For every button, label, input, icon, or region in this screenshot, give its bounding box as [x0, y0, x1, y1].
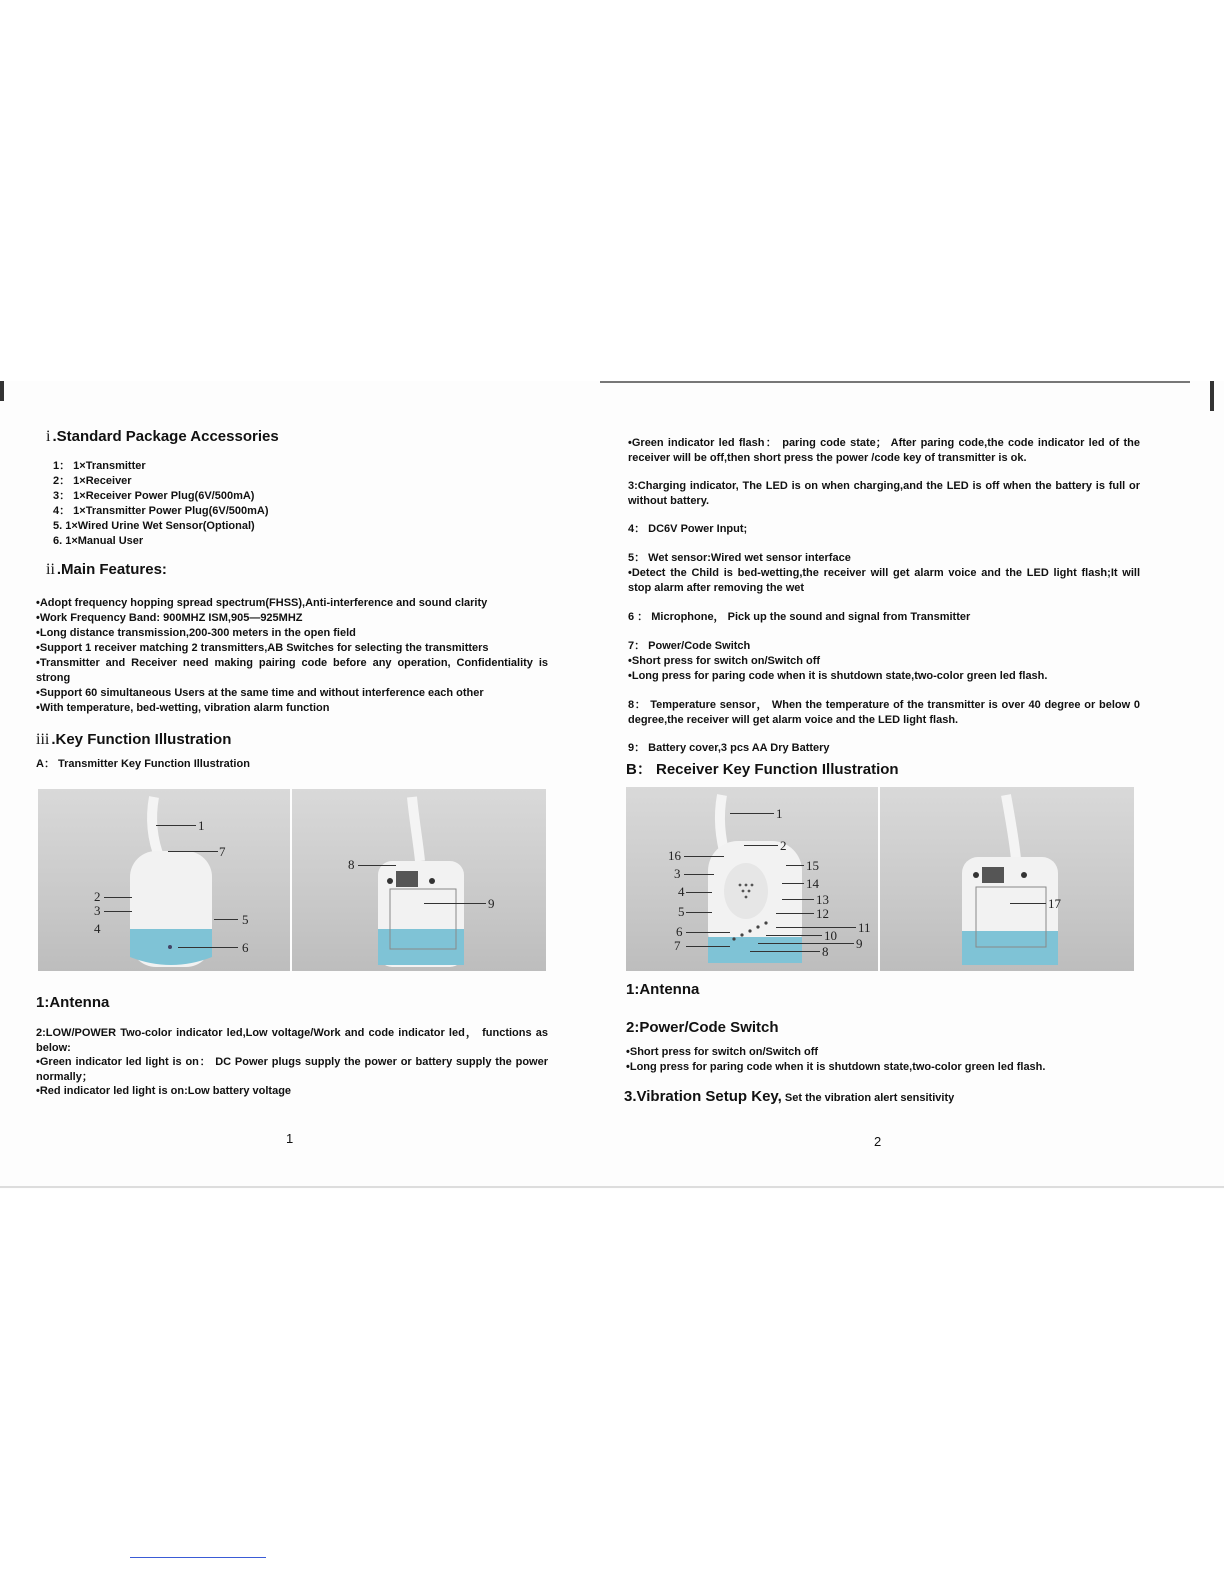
wet-sensor-title: 5： Wet sensor:Wired wet sensor interface [628, 552, 851, 564]
list-item: 5. 1×Wired Urine Wet Sensor(Optional) [53, 520, 255, 532]
receiver-back-illustration [880, 787, 1134, 971]
list-item: 2： 1×Receiver [53, 475, 132, 487]
callout-label: 5 [678, 904, 685, 919]
low-power-paragraph: 2:LOW/POWER Two-color indicator led,Low voltage/Work and code indicator led， functions as below: [36, 1027, 548, 1054]
callout-label: 8 [348, 857, 355, 872]
section-key-function-heading: iii .Key Function Illustration [36, 731, 232, 748]
callout-label: 16 [668, 848, 681, 863]
callout-label: 2 [780, 838, 787, 853]
transmitter-front-illustration [38, 789, 290, 971]
antenna-heading: 1:Antenna [36, 994, 110, 1011]
power-short-paragraph: •Short press for switch on/Switch off [626, 1046, 819, 1058]
red-on-paragraph: •Red indicator led light is on:Low battery voltage [36, 1085, 292, 1097]
callout-label: 6 [242, 940, 249, 955]
page-number: 2 [874, 1134, 882, 1149]
green-on-paragraph: •Green indicator led light is on： DC Power plugs supply the power or battery supply the power normally； [36, 1056, 548, 1083]
scan-edge-right [1210, 381, 1214, 411]
callout-label: 7 [674, 938, 681, 953]
vibration-desc: Set the vibration alert sensitivity [784, 1092, 955, 1104]
callout-label: 1 [776, 806, 783, 821]
callout-label: 9 [856, 936, 863, 951]
features-list [36, 596, 548, 716]
callout-label: 3 [674, 866, 681, 881]
receiver-front-photo [626, 787, 878, 971]
section-main-features-heading: ii .Main Features: [46, 561, 167, 578]
dc-input-paragraph: 4： DC6V Power Input; [628, 523, 748, 535]
green-flash-paragraph: •Green indicator led flash： paring code state； After paring code,the code indicator led of the receiver will be off,then short press the power /code key of transmitter is ok. [628, 437, 1140, 464]
list-item: •Transmitter and Receiver need making pairing code before any operation, Confidentiality is strong [36, 657, 548, 684]
callout-label: 4 [94, 921, 101, 936]
list-item: •With temperature, bed-wetting, vibration alarm function [36, 702, 330, 714]
transmitter-front-photo [38, 789, 290, 971]
callout-label: 1 [198, 818, 205, 833]
list-item: 4： 1×Transmitter Power Plug(6V/500mA) [53, 505, 269, 517]
list-item: 1： 1×Transmitter [53, 460, 146, 472]
power-long-paragraph: •Long press for paring code when it is shutdown state,two-color green led flash. [626, 1061, 1046, 1073]
battery-paragraph: 9： Battery cover,3 pcs AA Dry Battery [628, 742, 830, 754]
power-code-short: •Short press for switch on/Switch off [628, 655, 821, 667]
transmitter-back-illustration [292, 789, 546, 971]
microphone-paragraph: 6 ： Microphone， Pick up the sound and signal from Transmitter [628, 611, 971, 623]
list-item: 3： 1×Receiver Power Plug(6V/500mA) [53, 490, 255, 502]
page-number: 1 [286, 1131, 294, 1146]
callout-label: 8 [822, 944, 829, 959]
vibration-heading [624, 1089, 954, 1106]
wet-sensor-paragraph: •Detect the Child is bed-wetting,the receiver will get alarm voice and the LED light flash;It will stop alarm after removing the wet [628, 567, 1140, 594]
callout-label: 15 [806, 858, 819, 873]
receiver-back-photo [880, 787, 1134, 971]
callout-label: 2 [94, 889, 101, 904]
power-code-heading: 2:Power/Code Switch [626, 1019, 779, 1036]
callout-label: 10 [824, 928, 837, 943]
section-standard-package-heading: i .Standard Package Accessories [46, 428, 279, 445]
callout-label: 9 [488, 896, 495, 911]
package-list [53, 459, 269, 549]
callout-label: 13 [816, 892, 829, 907]
list-item: •Adopt frequency hopping spread spectrum(FHSS),Anti-interference and sound clarity [36, 597, 488, 609]
manual-page-1 [36, 381, 556, 1189]
callout-label: 5 [242, 912, 249, 927]
power-code-switch-title: 7： Power/Code Switch [628, 640, 751, 652]
callout-label: 3 [94, 903, 101, 918]
callout-label: 17 [1048, 896, 1061, 911]
receiver-section-heading: B： Receiver Key Function Illustration [626, 761, 899, 778]
power-code-long: •Long press for paring code when it is shutdown state,two-color green led flash. [628, 670, 1048, 682]
list-item: •Support 60 simultaneous Users at the same time and without interference each other [36, 687, 484, 699]
charging-paragraph: 3:Charging indicator, The LED is on when charging,and the LED is off when the battery is full or without battery. [628, 480, 1140, 507]
list-item: •Work Frequency Band: 900MHZ ISM,905—925MHZ [36, 612, 303, 624]
callout-label: 4 [678, 884, 685, 899]
list-item: •Long distance transmission,200-300 meters in the open field [36, 627, 356, 639]
vibration-title: 3.Vibration Setup Key, [624, 1088, 782, 1105]
footer-link-underline [130, 1557, 266, 1558]
callout-label: 14 [806, 876, 819, 891]
scan-edge-left [0, 381, 4, 401]
callout-label: 7 [219, 844, 226, 859]
list-item: •Support 1 receiver matching 2 transmitters,AB Switches for selecting the transmitters [36, 642, 489, 654]
temperature-paragraph: 8： Temperature sensor， When the temperature of the transmitter is over 40 degree or below 0 degree,the receiver will get alarm voice and the LED light flash. [628, 699, 1140, 726]
callout-label: 6 [676, 924, 683, 939]
callout-label: 11 [858, 920, 871, 935]
manual-page-2 [624, 381, 1148, 1189]
callout-label: 12 [816, 906, 829, 921]
list-item: 6. 1×Manual User [53, 535, 144, 547]
transmitter-subtitle: A： Transmitter Key Function Illustration [36, 758, 250, 770]
antenna-heading: 1:Antenna [626, 981, 700, 998]
transmitter-back-photo [292, 789, 546, 971]
